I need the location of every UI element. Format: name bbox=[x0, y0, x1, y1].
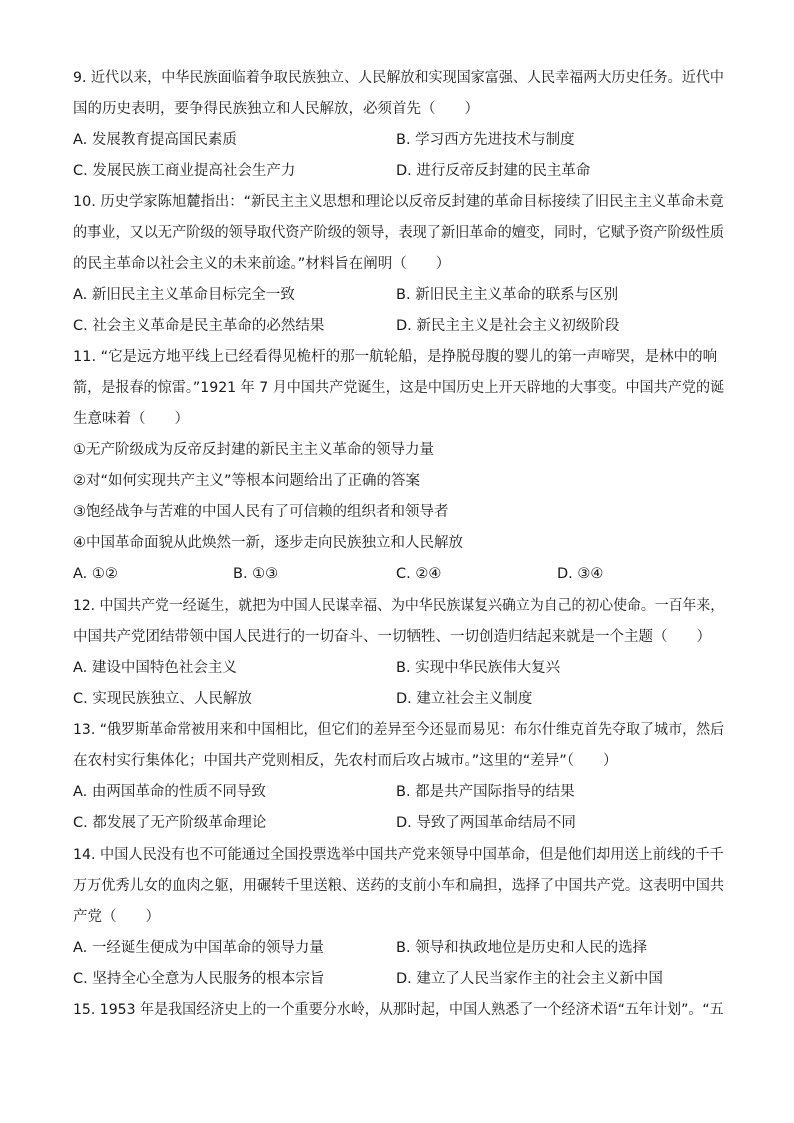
question-13-line-2: 在农村实行集体化；中国共产党则相反，先农村而后攻占城市。”这里的“差异”（ ） bbox=[73, 753, 618, 769]
question-11-statement-2: ②对“如何实现共产主义”等根本问题给出了正确的答案 bbox=[73, 473, 421, 489]
question-14-line-3: 产党（ ） bbox=[73, 909, 160, 925]
question-11-option-c: C. ②④ bbox=[396, 566, 442, 582]
question-13-option-b: B. 都是共产国际指导的结果 bbox=[396, 784, 575, 800]
question-10-line-2: 的事业，又以无产阶级的领导取代资产阶级的领导，表现了新旧革命的嬗变，同时，它赋予资产阶级性质 bbox=[73, 225, 724, 241]
question-9-line-1: 9. 近代以来，中华民族面临着争取民族独立、人民解放和实现国家富强、人民幸福两大历史任务。近代中 bbox=[73, 70, 724, 86]
question-15-line-1: 15. 1953 年是我国经济史上的一个重要分水岭，从那时起，中国人熟悉了一个经济术语“五年计划”。“五 bbox=[73, 1002, 724, 1018]
question-11-line-3: 生意味着（ ） bbox=[73, 411, 189, 427]
question-11-statement-3: ③饱经战争与苦难的中国人民有了可信赖的组织者和领导者 bbox=[73, 504, 449, 520]
question-13-line-1: 13. “俄罗斯革命常被用来和中国相比，但它们的差异至今还显而易见：布尔什维克首先夺取了城市，然后 bbox=[73, 722, 725, 738]
question-11-line-1: 11. “它是远方地平线上已经看得见桅杆的那一航轮船，是挣脱母腹的婴儿的第一声啼哭，是林中的响 bbox=[73, 349, 718, 365]
question-9-line-2: 国的历史表明，要争得民族独立和人民解放，必须首先（ ） bbox=[73, 101, 479, 117]
question-10-option-b: B. 新旧民主主义革命的联系与区别 bbox=[396, 287, 619, 303]
question-10-option-d: D. 新民主主义是社会主义初级阶段 bbox=[396, 318, 620, 334]
question-14-line-1: 14. 中国人民没有也不可能通过全国投票选举中国共产党来领导中国革命，但是他们却用送上前线的千千 bbox=[73, 847, 724, 863]
question-14-option-b: B. 领导和执政地位是历史和人民的选择 bbox=[396, 940, 648, 956]
question-13-option-c: C. 都发展了无产阶级革命理论 bbox=[73, 815, 267, 831]
question-14-line-2: 万万优秀儿女的血肉之躯，用碾转千里送粮、送药的支前小车和扁担，选择了中国共产党。这表明中国共 bbox=[73, 878, 724, 894]
question-9-option-a: A. 发展教育提高国民素质 bbox=[73, 132, 237, 148]
question-9-option-d: D. 进行反帝反封建的民主革命 bbox=[396, 163, 591, 179]
question-11-option-a: A. ①② bbox=[73, 566, 118, 582]
question-9-option-c: C. 发展民族工商业提高社会生产力 bbox=[73, 163, 296, 179]
question-9-option-b: B. 学习西方先进技术与制度 bbox=[396, 132, 575, 148]
question-14-option-d: D. 建立了人民当家作主的社会主义新中国 bbox=[396, 971, 663, 987]
question-12-option-d: D. 建立社会主义制度 bbox=[396, 691, 533, 707]
question-13-option-d: D. 导致了两国革命结局不同 bbox=[396, 815, 576, 831]
question-14-option-a: A. 一经诞生便成为中国革命的领导力量 bbox=[73, 940, 324, 956]
question-10-line-3: 的民主革命以社会主义的未来前途。”材料旨在阐明（ ） bbox=[73, 256, 451, 272]
question-12-option-c: C. 实现民族独立、人民解放 bbox=[73, 691, 252, 707]
question-11-line-2: 箭，是报春的惊雷。”1921 年 7 月中国共产党诞生，这是中国历史上开天辟地的大事变。中国共产党的诞 bbox=[73, 380, 725, 396]
question-11-statement-1: ①无产阶级成为反帝反封建的新民主主义革命的领导力量 bbox=[73, 442, 434, 458]
question-12-line-1: 12. 中国共产党一经诞生，就把为中国人民谋幸福、为中华民族谋复兴确立为自己的初心使命。一百年来， bbox=[73, 598, 725, 614]
question-11-option-d: D. ③④ bbox=[557, 566, 604, 582]
question-10-line-1: 10. 历史学家陈旭麓指出：“新民主主义思想和理论以反帝反封建的革命目标接续了旧民主主义革命未竟 bbox=[73, 194, 724, 210]
question-12-line-2: 中国共产党团结带领中国人民进行的一切奋斗、一切牺牲、一切创造归结起来就是一个主题（ ） bbox=[73, 629, 711, 645]
question-12-option-b: B. 实现中华民族伟大复兴 bbox=[396, 660, 561, 676]
question-12-option-a: A. 建设中国特色社会主义 bbox=[73, 660, 237, 676]
question-11-statement-4: ④中国革命面貌从此焕然一新，逐步走向民族独立和人民解放 bbox=[73, 535, 463, 551]
question-14-option-c: C. 坚持全心全意为人民服务的根本宗旨 bbox=[73, 971, 325, 987]
question-11-option-b: B. ①③ bbox=[233, 566, 279, 582]
question-13-option-a: A. 由两国革命的性质不同导致 bbox=[73, 784, 266, 800]
question-10-option-a: A. 新旧民主主义革命目标完全一致 bbox=[73, 287, 295, 303]
question-10-option-c: C. 社会主义革命是民主革命的必然结果 bbox=[73, 318, 325, 334]
